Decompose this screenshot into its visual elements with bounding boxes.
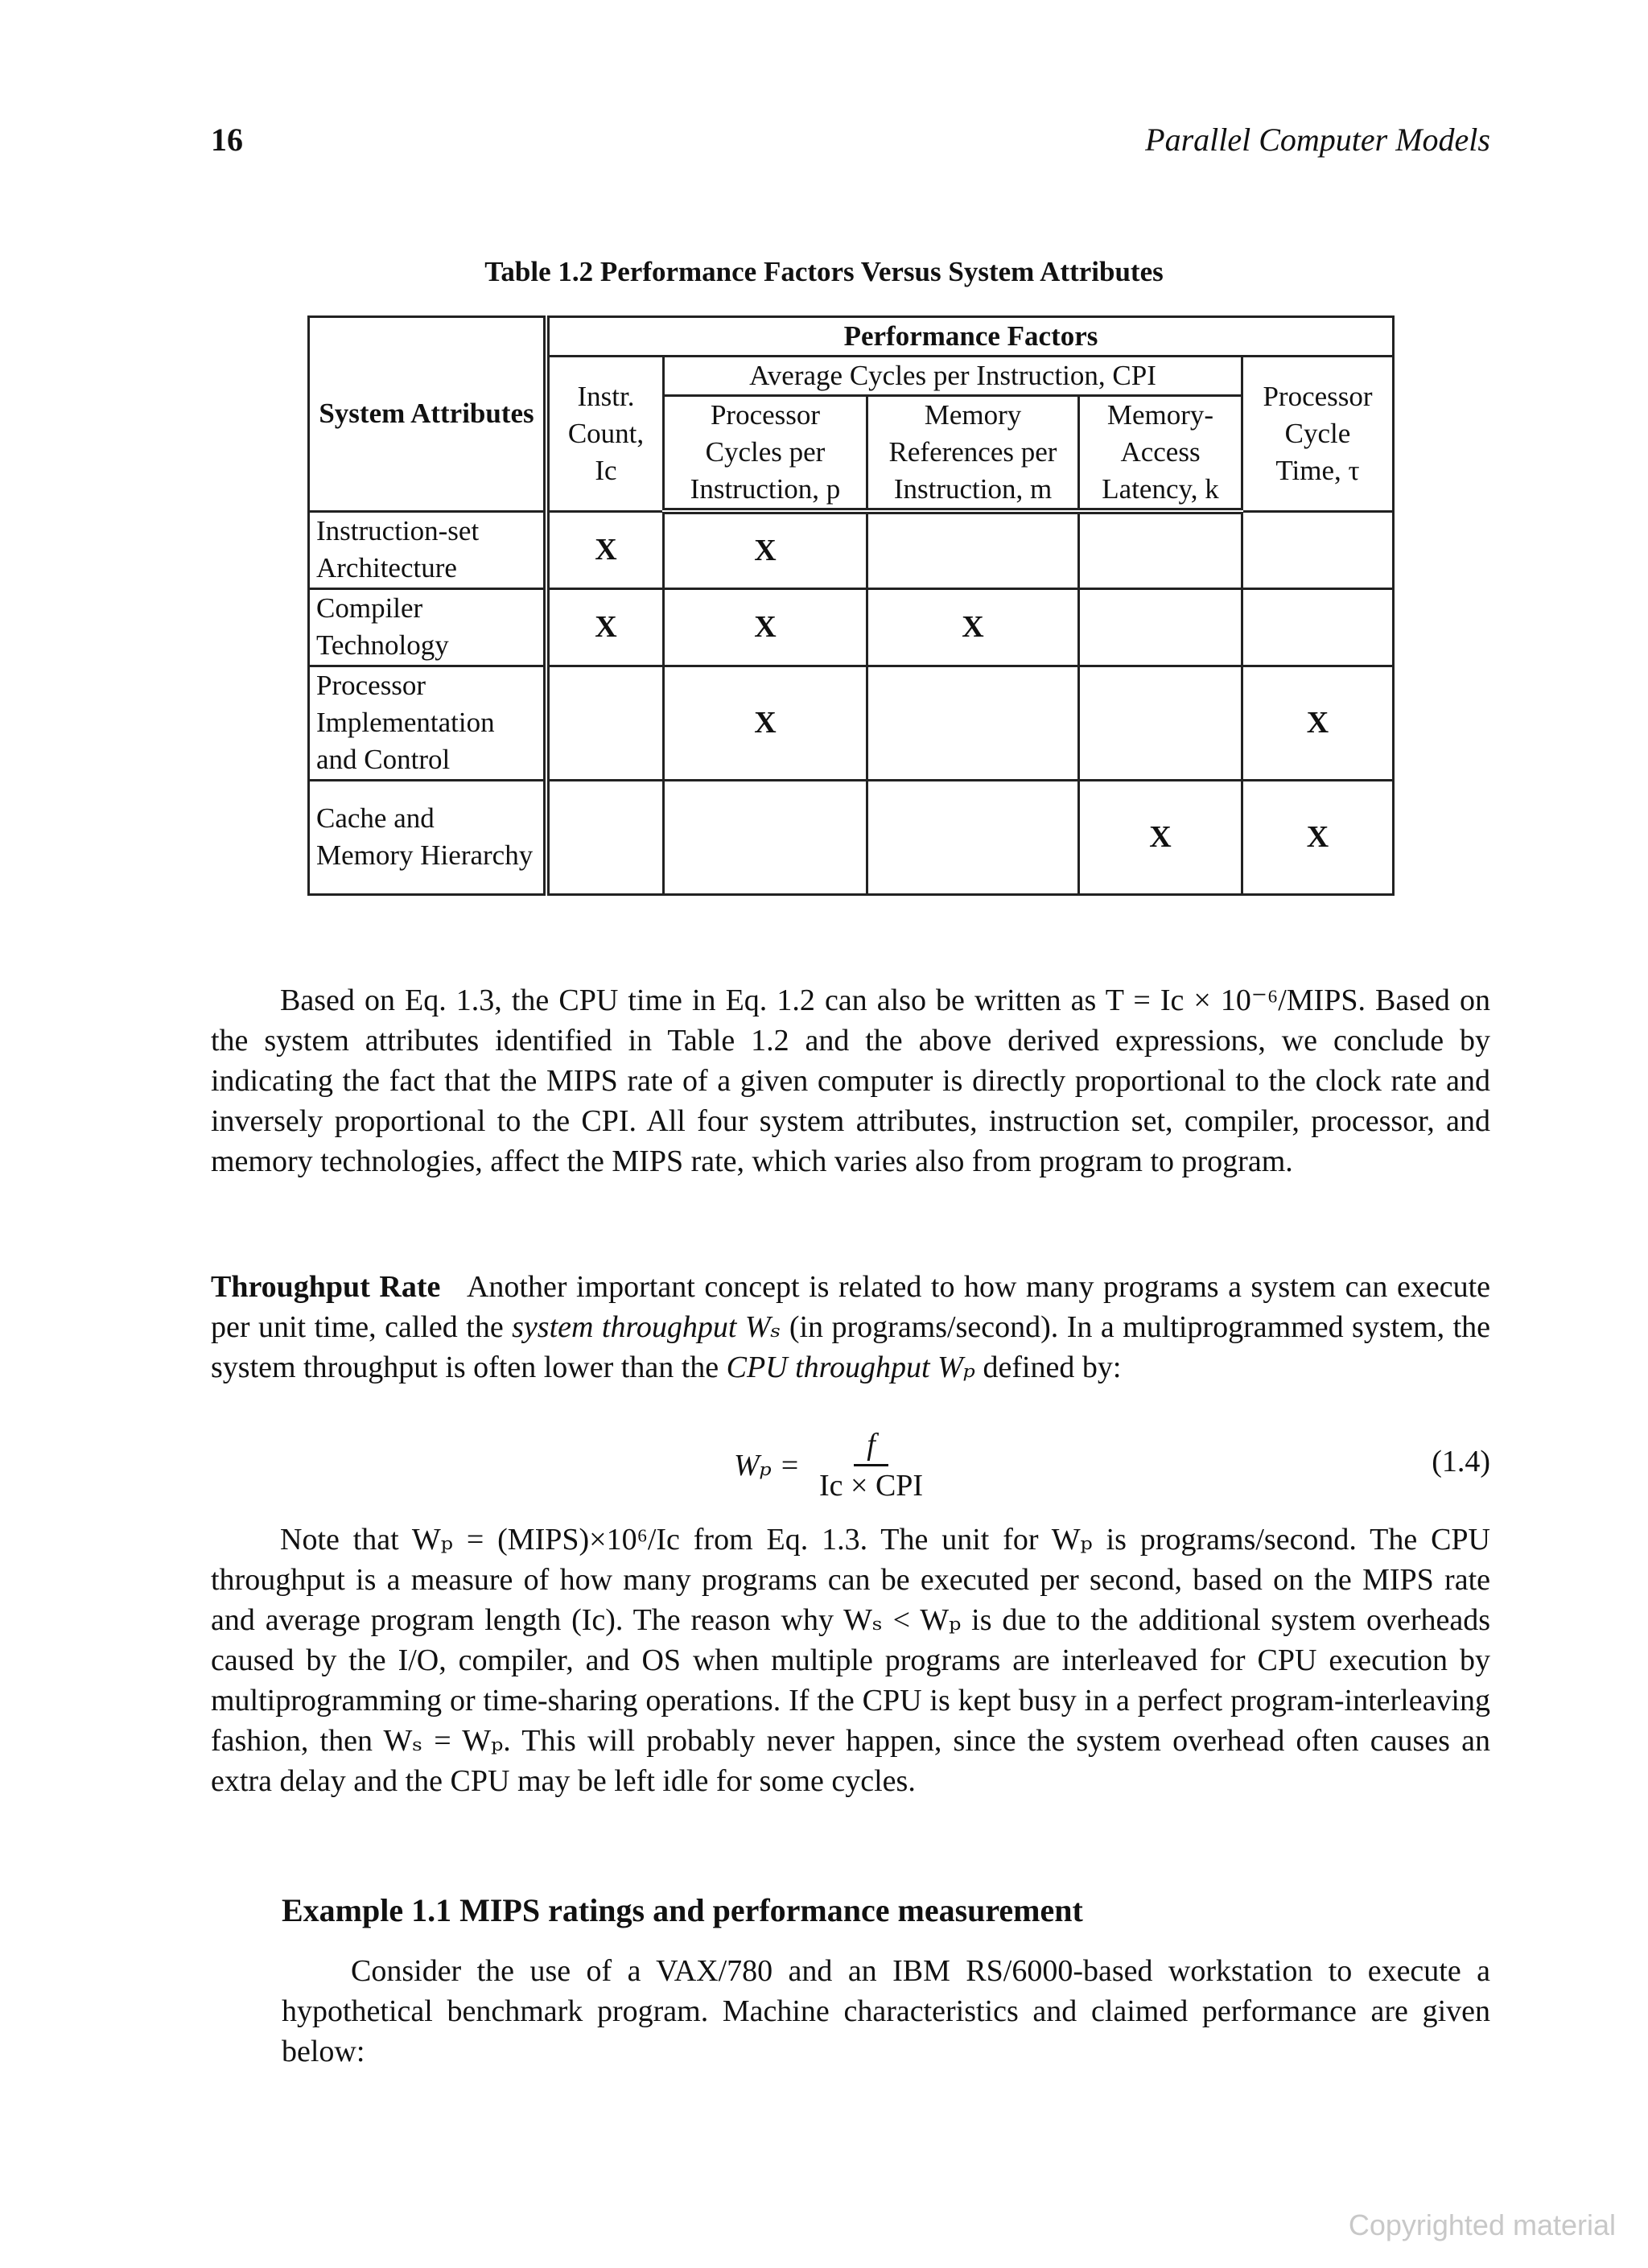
col-instruction-count: Instr. Count, Ic [546,357,664,512]
table-cell [1242,588,1394,666]
table-cell [867,511,1079,588]
table-cell [867,780,1079,894]
table-cell: X [1079,780,1242,894]
paragraph-text: Another important concept is related to how many programs a system can execute per unit time, called the [211,1270,1490,1344]
paragraph-cpu-time [211,980,1490,1181]
section-run-in-heading: Throughput Rate [211,1270,441,1304]
table-cell [546,666,664,780]
paragraph-text: (in programs/second). In a multiprogrammed system, the system throughput is often lower than the [211,1310,1490,1384]
paragraph-text: defined by: [983,1350,1122,1384]
table-cell [867,666,1079,780]
paragraph-text: Based on Eq. 1.3, the CPU time in Eq. 1.2 can also be written as T = Ic × 10⁻⁶/MIPS. Based on the system attributes identified in Table 1.2 and the above derived expressions, we conclude by indicating the fact that the MIPS rate of a given computer is directly proportional to the clock rate and inversely proportional to the CPI. All four system attributes, instruction set, compiler, processor, and memory technologies, affect the MIPS rate, which varies also from program to program. [211,983,1490,1178]
equation-number: (1.4) [1432,1445,1490,1478]
row-attribute: Compiler Technology [309,588,547,666]
copyright-watermark: Copyrighted material [1348,2208,1616,2241]
col-cycle-time: Processor Cycle Time, τ [1242,357,1394,512]
table-cell: X [664,666,867,780]
running-head [211,121,1490,159]
col-memory-latency: Memory-Access Latency, k [1079,396,1242,512]
equation-fraction [819,1425,923,1505]
table-cell: X [664,588,867,666]
table-cell [1079,588,1242,666]
paragraph-throughput-rate [211,1267,1490,1388]
equation-numerator: f [854,1425,888,1466]
table-cell: X [546,511,664,588]
page-number: 16 [211,122,243,158]
table-cell: X [867,588,1079,666]
table-cell [546,780,664,894]
equation-1-4 [211,1416,1490,1513]
performance-factors-header: Performance Factors [546,317,1394,357]
paragraph-text: Consider the use of a VAX/780 and an IBM RS/6000-based workstation to execute a hypothetical benchmark program. Machine characteristics and claimed performance are given below: [282,1954,1490,2068]
row-attribute: Cache and Memory Hierarchy [309,780,547,894]
running-title: Parallel Computer Models [1145,122,1490,158]
table-row [309,666,1394,780]
example-heading: Example 1.1 MIPS ratings and performance measurement [282,1892,1083,1928]
table-cell: X [1242,780,1394,894]
corner-label: System Attributes [309,317,547,512]
table-cell: X [1242,666,1394,780]
table-cell: X [664,511,867,588]
equation-lhs: Wₚ = [734,1448,800,1482]
row-attribute: Processor Implementation and Control [309,666,547,780]
paragraph-throughput-note [211,1520,1490,1801]
row-attribute: Instruction-set Architecture [309,511,547,588]
term-system-throughput: system throughput Wₛ [512,1310,781,1344]
equation-denominator: Ic × CPI [819,1468,924,1503]
paragraph-text: Note that Wₚ = (MIPS)×10⁶/Ic from Eq. 1.3. The unit for Wₚ is programs/second. The CPU throughput is a measure of how many programs can be executed per second, based on the MIPS rate and average program length (Ic). The reason why Wₛ < Wₚ is due to the additional system overheads caused by the I/O, compiler, and OS when multiple programs are interleaved for CPU execution by multiprogramming or time-sharing operations. If the CPU is kept busy in a perfect program-interleaving fashion, then Wₛ = Wₚ. This will probably never happen, since the system overhead often causes an extra delay and the CPU may be left idle for some cycles. [211,1523,1490,1798]
term-cpu-throughput: CPU throughput Wₚ [726,1350,975,1384]
cpi-group-header: Average Cycles per Instruction, CPI [664,357,1242,396]
table-row [309,780,1394,894]
table-cell [1079,511,1242,588]
table-row [309,588,1394,666]
table-cell: X [546,588,664,666]
col-processor-cycles: Processor Cycles per Instruction, p [664,396,867,512]
table-row [309,511,1394,588]
table-caption: Table 1.2 Performance Factors Versus System Attributes [484,256,1164,287]
table-cell [1079,666,1242,780]
col-memory-references: Memory References per Instruction, m [867,396,1079,512]
paragraph-example [282,1951,1490,2072]
table-cell [664,780,867,894]
performance-table [307,315,1395,896]
table-cell [1242,511,1394,588]
